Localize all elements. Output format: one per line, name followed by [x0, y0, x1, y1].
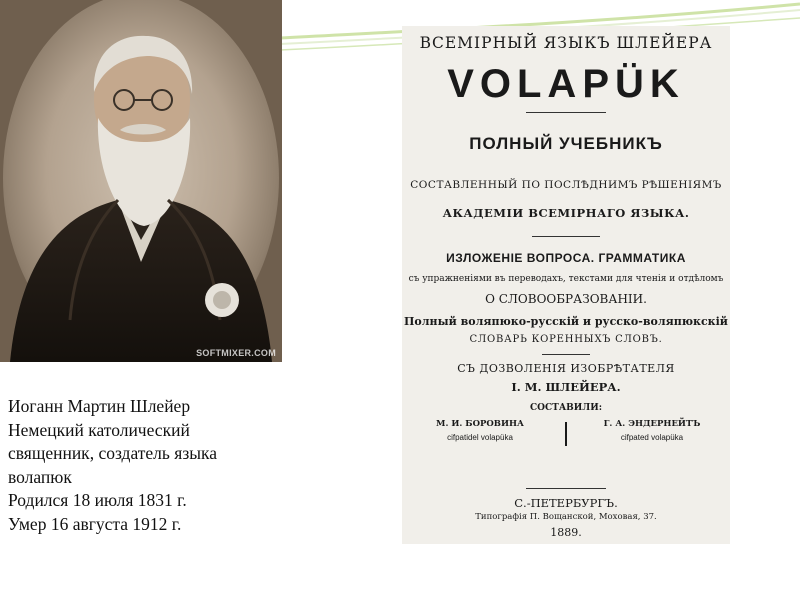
title-permission: СЪ ДОЗВОЛЕНIЯ ИЗОБРѢТАТЕЛЯ — [457, 362, 675, 375]
biography-text — [8, 395, 298, 536]
bio-line-occupation-1: Немецкий католический — [8, 419, 190, 440]
title-printer: Типографiя П. Вощанской, Моховая, 37. — [475, 512, 657, 522]
bio-line-born: Родился 18 июля 1831 г. — [8, 490, 187, 510]
title-year: 1889. — [550, 526, 582, 539]
portrait-photo — [0, 0, 282, 362]
title-exercises: съ упражненiями въ переводахъ, текстами для чтенiя и отдѣломъ — [408, 274, 724, 284]
title-top-line: ВСЕМIРНЫЙ ЯЗЫКЪ ШЛЕЙЕРА — [419, 34, 713, 52]
bio-line-occupation-2: священник, создатель языка — [8, 443, 218, 463]
title-composed: СОСТАВЛЕННЫЙ ПО ПОСЛѢДНИМЪ РѢШЕНIЯМЪ — [410, 179, 722, 191]
portrait-illustration — [0, 0, 282, 362]
title-subtitle: ПОЛНЫЙ УЧЕБНИКЪ — [469, 134, 663, 153]
title-exposition: ИЗЛОЖЕНIЕ ВОПРОСА. ГРАММАТИКА — [446, 251, 686, 265]
bio-line-name: Иоганн Мартин Шлейер — [8, 396, 191, 416]
author-right-title: cifpated volapüka — [620, 433, 684, 442]
watermark-text: SOFTMIXER.COM — [196, 348, 276, 358]
bio-line-occupation-3: волапюк — [8, 466, 72, 487]
title-academy: АКАДЕМIИ ВСЕМIРНАГО ЯЗЫКА. — [442, 206, 690, 220]
title-main: VOLAPÜK — [447, 62, 685, 106]
author-left-title: cifpatidel volapüka — [447, 433, 513, 442]
ornament-rule-3 — [542, 354, 590, 355]
title-city: С.-ПЕТЕРБУРГЪ. — [514, 496, 618, 510]
title-word-formation: О СЛОВООБРАЗОВАНIИ. — [485, 292, 647, 306]
author-left-name: М. И. БОРОВИНА — [436, 419, 524, 429]
bio-line-died: Умер 16 августа 1912 г. — [8, 513, 182, 534]
ornament-rule-2 — [532, 236, 600, 237]
ornament-rule — [526, 112, 606, 113]
ornament-rule-4 — [526, 488, 606, 489]
author-divider — [565, 422, 567, 446]
author-right-name: Г. А. ЭНДЕРНЕЙТЪ — [603, 419, 701, 429]
title-dictionary-2: СЛОВАРЬ КОРЕННЫХЪ СЛОВЪ. — [469, 334, 663, 345]
title-dictionary-1: Полный воляпюко-русскiй и русско-воляпюкскiй — [404, 315, 728, 328]
title-inventor: I. М. ШЛЕЙЕРА. — [511, 380, 621, 394]
title-compiled: СОСТАВИЛИ: — [529, 403, 603, 413]
book-title-page — [402, 26, 730, 544]
